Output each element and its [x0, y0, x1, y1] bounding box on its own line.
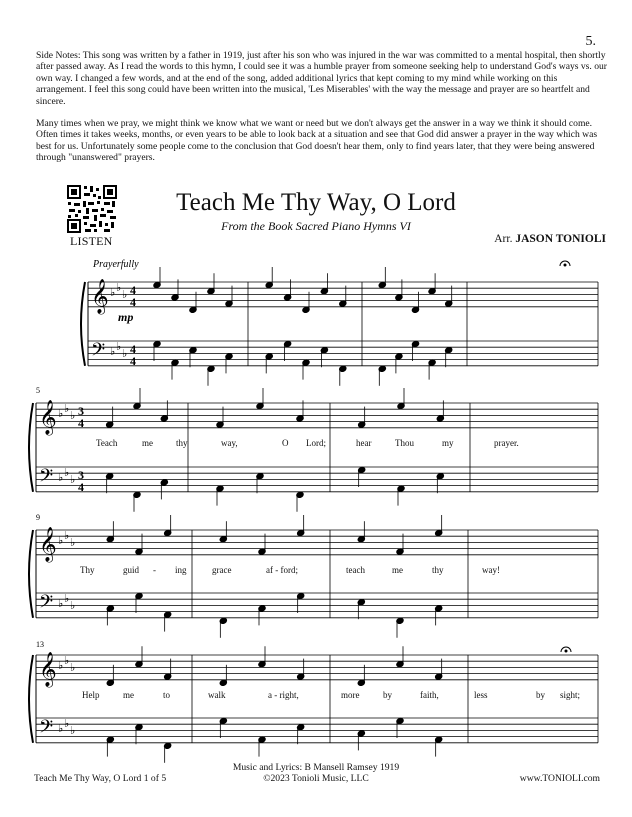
lyric: by [536, 690, 545, 700]
lyric: to [163, 690, 171, 700]
brace [29, 403, 33, 492]
brace [81, 282, 85, 366]
flat-icon: ♭ [58, 534, 64, 547]
side-notes-paragraph-1: Side Notes: This song was written by a father in 1919, just after his son who was injured in the war was committed to a mental hospital, then shortly after passed away. As I read the words to this hymn, I could see it was a humble prayer from someone seeking help to understand God's ways vs. our own way. I changed a few words, and at the end of the song, added additional lyrics that kept coming to my mind while working on this arrangement. I feel this song could have been written into the musical, 'Les Miserables' with the way the message and prayer are so heartfelt and sincere. [36, 50, 607, 107]
time-signature-icon: 4 [78, 480, 84, 494]
flat-icon: ♭ [122, 347, 128, 360]
flat-icon: ♭ [58, 722, 64, 735]
lyric: guid [123, 565, 140, 575]
lyric: Thou [395, 438, 414, 448]
lyric: ing [175, 565, 187, 575]
treble-clef-icon: 𝄞 [39, 527, 57, 562]
lyric: sight; [560, 690, 581, 700]
bass-clef-icon: 𝄢 [91, 340, 106, 365]
time-signature-icon: 4 [78, 416, 84, 430]
time-signature-icon: 4 [130, 354, 136, 368]
lyric: Thy [80, 565, 95, 575]
footer-credit-line-2: ©2023 Tonioli Music, LLC [263, 773, 369, 784]
flat-icon: ♭ [122, 288, 128, 301]
flat-icon: ♭ [116, 340, 122, 353]
lyric: faith, [420, 690, 439, 700]
footer-left: Teach Me Thy Way, O Lord 1 of 5 [34, 773, 167, 784]
brace [29, 655, 33, 743]
flat-icon: ♭ [116, 281, 122, 294]
measure-number-13: 13 [36, 640, 44, 649]
time-signature-icon: 4 [130, 283, 136, 297]
lyric: Help [82, 690, 100, 700]
lyric: thy [176, 438, 188, 448]
tempo-marking: Prayerfully [93, 259, 139, 270]
lyric: Lord; [306, 438, 326, 448]
measure-number-5: 5 [36, 386, 40, 395]
time-signature-icon: 3 [78, 468, 84, 482]
time-signature-icon: 3 [78, 404, 84, 418]
flat-icon: ♭ [64, 402, 70, 415]
dynamic-marking: mp [118, 310, 134, 324]
lyric: walk [208, 690, 226, 700]
flat-icon: ♭ [110, 345, 116, 358]
flat-icon: ♭ [70, 473, 76, 486]
song-title: Teach Me Thy Way, O Lord [176, 189, 456, 216]
brace [29, 530, 33, 618]
bass-clef-icon: 𝄢 [39, 592, 54, 617]
lyric: O [282, 438, 289, 448]
lyric: Teach [96, 438, 118, 448]
arranger-prefix: Arr. [494, 233, 513, 245]
flat-icon: ♭ [70, 599, 76, 612]
bass-clef-icon: 𝄢 [39, 717, 54, 742]
footer-website-link[interactable]: www.TONIOLI.com [519, 773, 600, 784]
fermata-dot [565, 650, 567, 652]
footer-credit-line-1: Music and Lyrics: B Mansell Ramsey 1919 [232, 762, 400, 773]
lyric: thy [432, 565, 444, 575]
flat-icon: ♭ [58, 597, 64, 610]
flat-icon: ♭ [58, 407, 64, 420]
treble-clef-icon: 𝄞 [91, 279, 109, 314]
flat-icon: ♭ [58, 659, 64, 672]
lyric: prayer. [494, 438, 519, 448]
page-number: 5. [585, 34, 596, 49]
flat-icon: ♭ [70, 536, 76, 549]
lyric: teach [346, 565, 365, 575]
fermata-dot [564, 264, 566, 266]
flat-icon: ♭ [70, 661, 76, 674]
lyric: way! [482, 565, 500, 575]
lyric: me [392, 565, 403, 575]
flat-icon: ♭ [70, 724, 76, 737]
flat-icon: ♭ [110, 286, 116, 299]
time-signature-icon: 4 [130, 342, 136, 356]
lyric: by [383, 690, 392, 700]
lyric: my [442, 438, 454, 448]
flat-icon: ♭ [70, 409, 76, 422]
flat-icon: ♭ [64, 717, 70, 730]
lyric: af - ford; [266, 565, 298, 575]
treble-clef-icon: 𝄞 [39, 400, 57, 435]
measure-number-9: 9 [36, 513, 40, 522]
lyric: grace [212, 565, 232, 575]
lyric: - [153, 565, 156, 575]
listen-label: LISTEN [70, 234, 113, 248]
flat-icon: ♭ [58, 471, 64, 484]
song-subtitle: From the Book Sacred Piano Hymns VI [221, 219, 411, 233]
flat-icon: ♭ [64, 654, 70, 667]
lyric: me [123, 690, 134, 700]
lyric: me [142, 438, 153, 448]
treble-clef-icon: 𝄞 [39, 652, 57, 687]
lyric: way, [221, 438, 238, 448]
bass-clef-icon: 𝄢 [39, 466, 54, 491]
flat-icon: ♭ [64, 529, 70, 542]
lyric: less [474, 690, 488, 700]
lyric: hear [356, 438, 372, 448]
arranger-name: JASON TONIOLI [515, 233, 606, 245]
flat-icon: ♭ [64, 466, 70, 479]
lyric: a - right, [268, 690, 299, 700]
time-signature-icon: 4 [130, 295, 136, 309]
flat-icon: ♭ [64, 592, 70, 605]
lyric: more [341, 690, 360, 700]
side-notes-paragraph-2: Many times when we pray, we might think we know what we want or need but we don't always get the answer in a way we think it should come. Often times it takes weeks, months, or even years to be able to look back at a situation and see that God did answer a prayer in the way which was best for us. Unfortunately some people come to the conclusion that God doesn't hear them, only to find years later, that they were being answered through "unanswered" prayers. [36, 118, 598, 164]
